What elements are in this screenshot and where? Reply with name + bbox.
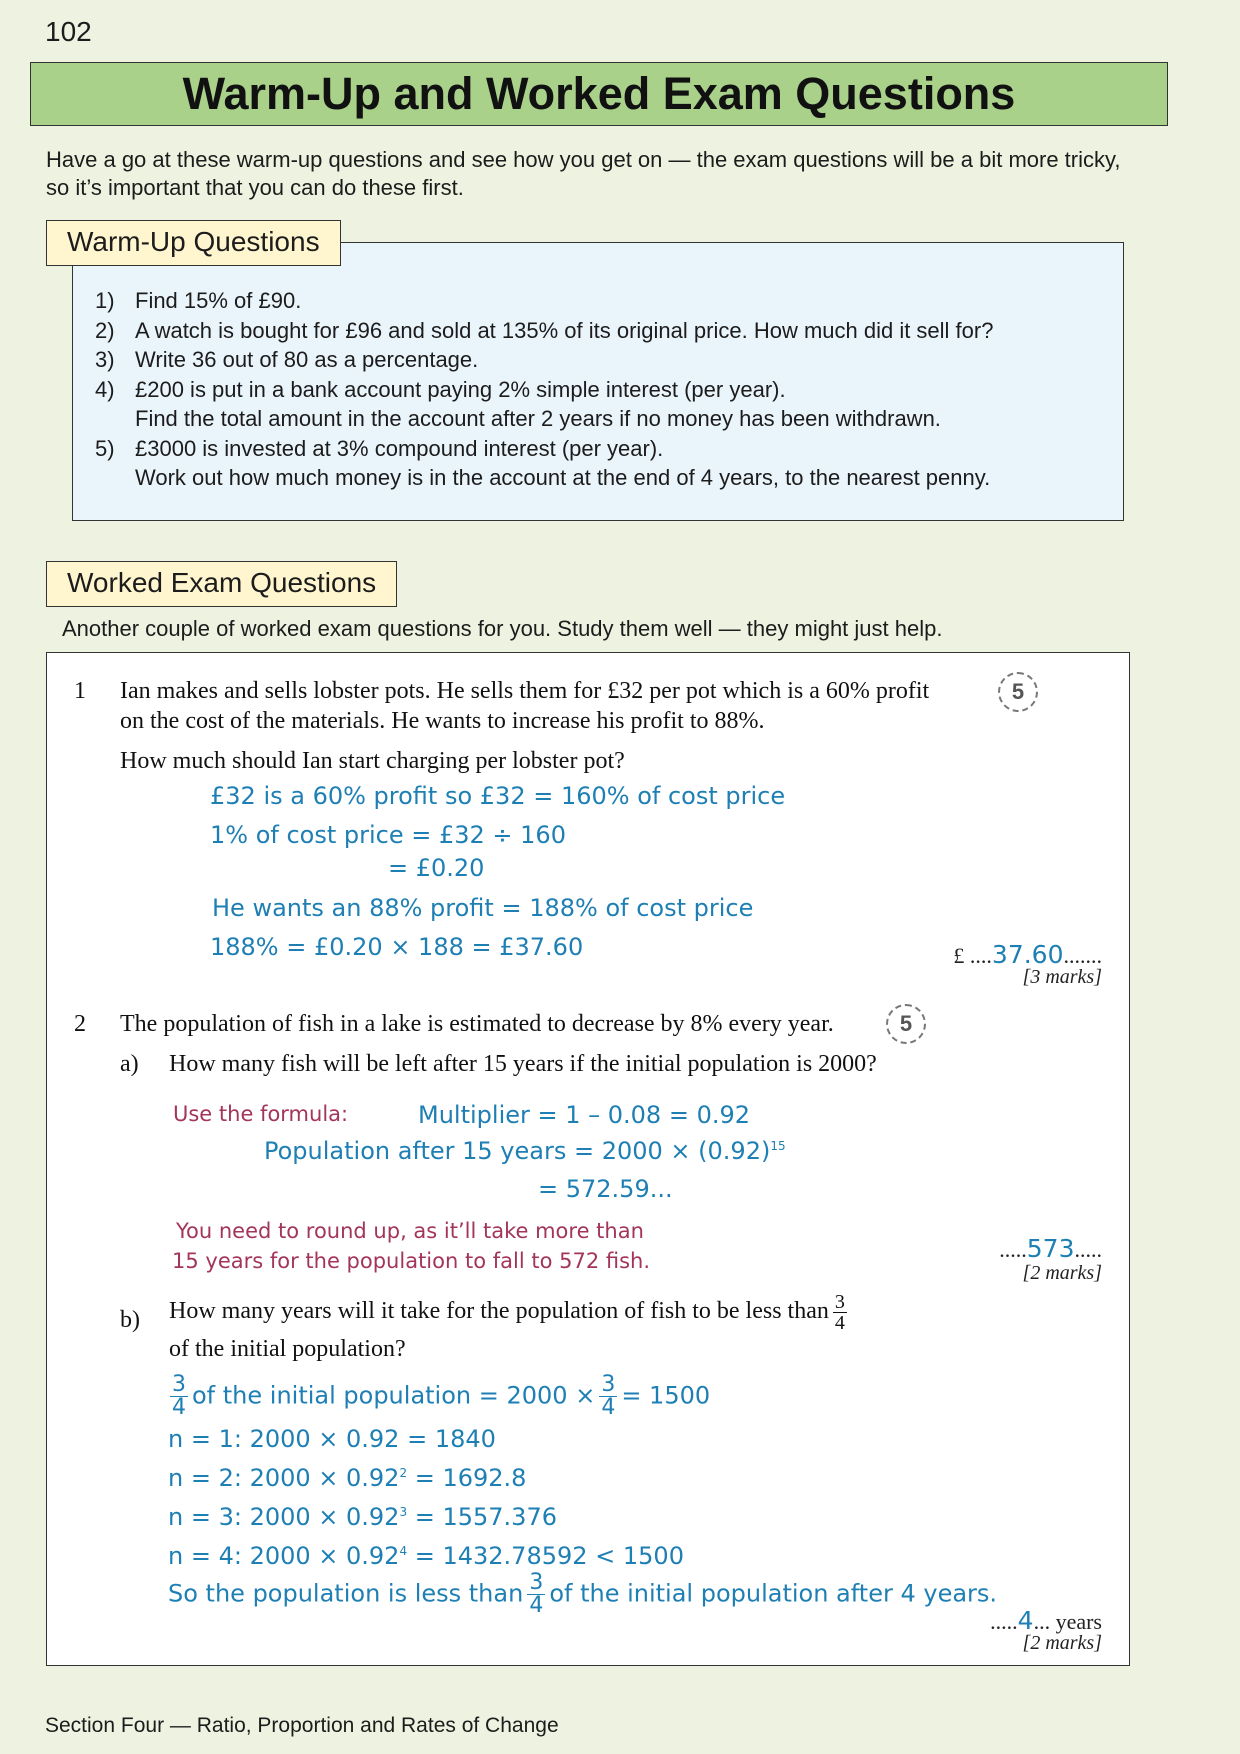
warmup-question [95, 375, 1115, 434]
q2a-note-round-2: 15 years for the population to fall to 572 fish. [172, 1249, 651, 1273]
q2b-n1: n = 1: 2000 × 0.92 = 1840 [168, 1425, 496, 1453]
warmup-question-text: Write 36 out of 80 as a percentage. [135, 347, 479, 372]
footer-section: Section Four — Ratio, Proportion and Rates of Change [45, 1714, 559, 1737]
intro-text: Have a go at these warm-up questions and see how you get on — the exam questions will be a bit more tricky, so it’s important that you can do these first. [46, 147, 1121, 200]
q2b-work-1: $\frac{3}{4}$ of the initial population = 2000 × $\frac{3}{4}$ = 1500 [172, 1372, 711, 1420]
page-number: 102 [45, 16, 92, 47]
q2b-answer-line: .....4... years [990, 1606, 1102, 1635]
q1-question: How much should Ian start charging per lobster pot? [120, 748, 625, 774]
q2b-n4: n = 4: $2000 \times 0.92^4 = 1432.78592 < 1500$ [168, 1542, 684, 1570]
warmup-question [95, 316, 1115, 346]
q1-work-1: £32 is a 60% profit so £32 = 160% of cost price [210, 782, 786, 810]
worked-heading: Worked Exam Questions [46, 561, 397, 607]
q1-work-5: 188% = £0.20 × 188 = £37.60 [210, 933, 584, 961]
worked-intro: Another couple of worked exam questions for you. Study them well — they might just help. [62, 616, 943, 641]
warmup-question-number: 5) [95, 435, 115, 461]
warmup-question [95, 286, 1115, 316]
q1-work-2: 1% of cost price = £32 ÷ 160 [210, 821, 566, 849]
warmup-question-number: 4) [95, 376, 115, 402]
warmup-question-text: Work out how much money is in the account at the end of 4 years, to the nearest penny. [135, 465, 991, 490]
warmup-heading: Warm-Up Questions [46, 220, 341, 266]
warmup-question-text: £200 is put in a bank account paying 2% simple interest (per year). [135, 376, 786, 402]
q2b-question-line2: of the initial population? [169, 1336, 406, 1362]
q2a-note-formula: Use the formula: [173, 1102, 349, 1126]
q2a-note-round-1: You need to round up, as it’ll take more than [176, 1219, 644, 1243]
warmup-question-text: A watch is bought for £96 and sold at 135% of its original price. How much did it sell for? [135, 317, 994, 343]
q2a-label: a) [120, 1051, 139, 1077]
q2b-question: How many years will it take for the population of fish to be less than $\frac{3}{4}$ [169, 1291, 845, 1334]
q2a-work-1: Multiplier = 1 – 0.08 = 0.92 [418, 1101, 751, 1129]
warmup-question-number: 1) [95, 288, 115, 313]
q2b-label: b) [120, 1307, 140, 1333]
q2a-work-2: Population after 15 years = $2000 \times (0.92)^{15}$ [264, 1137, 786, 1165]
q2-number: 2 [74, 1011, 86, 1037]
q1-marks: [3 marks] [1022, 966, 1102, 988]
page-title: Warm-Up and Worked Exam Questions [30, 62, 1168, 126]
q2a-answer-line: .....573..... [999, 1234, 1102, 1263]
q1-number: 1 [74, 678, 86, 704]
q1-work-3: = £0.20 [388, 854, 485, 882]
warmup-list [95, 286, 1115, 493]
q2a-marks: [2 marks] [1022, 1262, 1102, 1284]
warmup-question-text: Find the total amount in the account after 2 years if no money has been withdrawn. [135, 406, 941, 431]
q2a-question: How many fish will be left after 15 years if the initial population is 2000? [169, 1051, 877, 1077]
q1-text-line1: Ian makes and sells lobster pots. He sells them for £32 per pot which is a 60% profit [120, 678, 930, 704]
warmup-question [95, 345, 1115, 375]
warmup-question-text: Find 15% of £90. [135, 288, 302, 313]
grade-5-badge: 5 [998, 672, 1038, 712]
warmup-question [95, 434, 1115, 493]
grade-5-badge-2: 5 [886, 1004, 926, 1044]
warmup-question-text: £3000 is invested at 3% compound interest (per year). [135, 435, 664, 461]
q2b-conclusion: So the population is less than $\frac{3}{4}$ of the initial population after 4 years. [168, 1570, 998, 1618]
q2b-n2: n = 2: $2000 \times 0.92^2 = 1692.8$ [168, 1464, 527, 1492]
q1-text-line2: on the cost of the materials. He wants to increase his profit to 88%. [120, 708, 765, 734]
q2a-work-3: = 572.59... [538, 1175, 673, 1203]
q2-text: The population of fish in a lake is estimated to decrease by 8% every year. [120, 1011, 834, 1037]
warmup-question-number: 2) [95, 317, 115, 343]
q1-answer: 37.60 [991, 940, 1064, 969]
q2b-answer: 4 [1017, 1606, 1034, 1635]
q2b-n3: n = 3: $2000 \times 0.92^3 = 1557.376$ [168, 1503, 557, 1531]
q1-answer-line: £ ....37.60....... [953, 940, 1102, 969]
warmup-question-number: 3) [95, 347, 115, 372]
q2a-answer: 573 [1026, 1234, 1075, 1263]
q2b-marks: [2 marks] [1022, 1632, 1102, 1654]
q1-work-4: He wants an 88% profit = 188% of cost price [212, 894, 754, 922]
